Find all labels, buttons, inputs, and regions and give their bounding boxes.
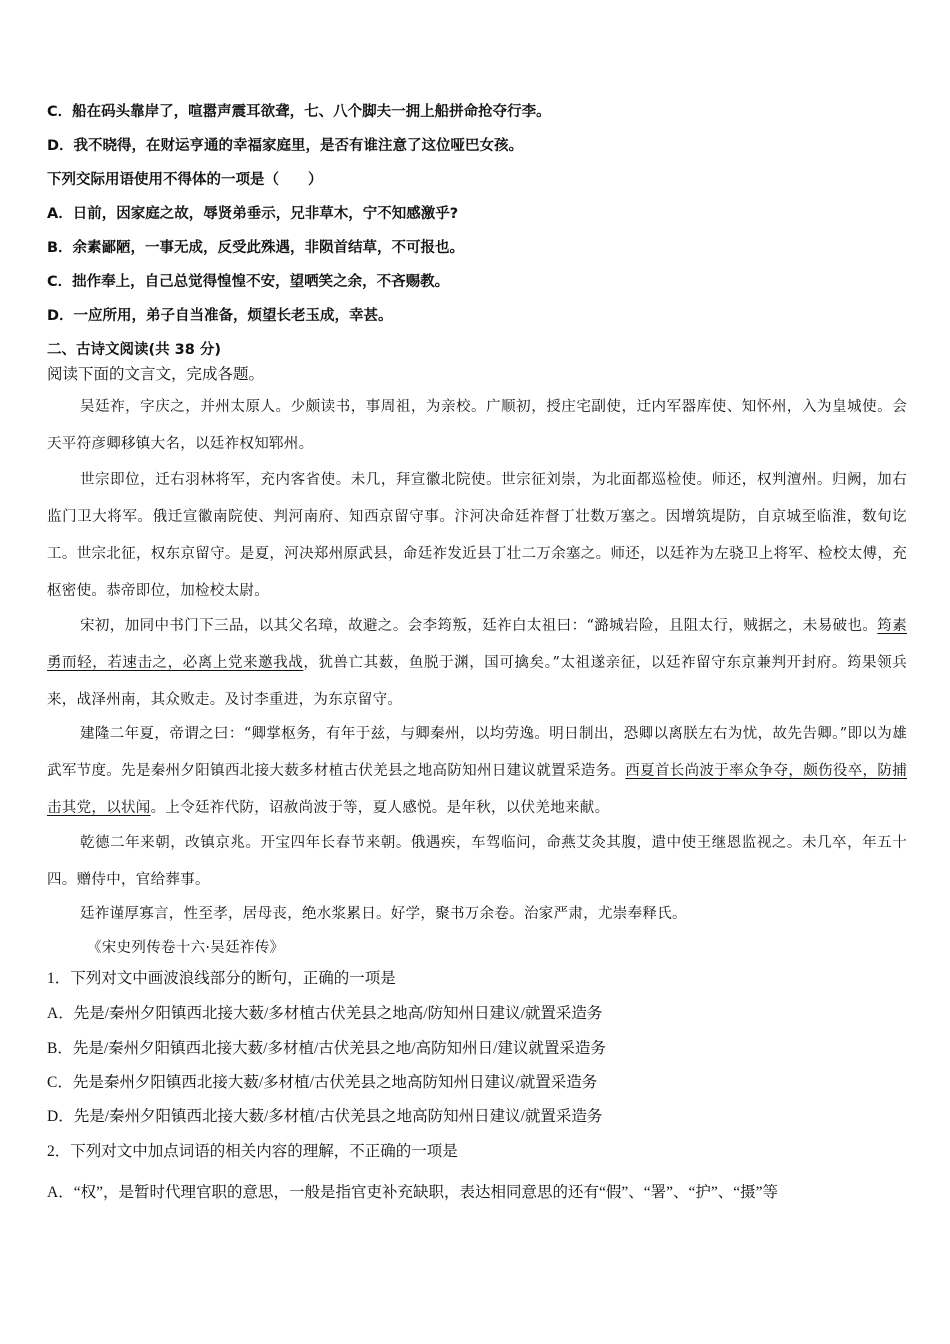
p4-text-b: 。上令廷祚代防，诏赦尚波于等，夏人感悦。是年秋，以伏羌地来献。 (150, 800, 610, 816)
passage-paragraph-4 (47, 716, 907, 827)
question-1-option-c: C．先是秦州夕阳镇西北接大薮/多材植/古伏羌县之地高防知州日建议/就置采造务 (47, 1074, 598, 1091)
option-d-prev: D．我不晓得，在财运亨通的幸福家庭里，是否有谁注意了这位哑巴女孩。 (47, 138, 524, 154)
passage-paragraph-6: 廷祚谨厚寡言，性至孝，居母丧，绝水浆累日。好学，聚书万余卷。治家严肃，尤崇奉释氏。 (80, 906, 687, 922)
passage-source: 《宋史列传卷十六·吴廷祚传》 (87, 940, 285, 956)
section-title: 二、古诗文阅读(共 38 分) (47, 342, 222, 358)
passage-paragraph-2: 世宗即位，迁右羽林将军，充内客省使。未几，拜宣徽北院使。世宗征刘崇，为北面都巡检使。师还，权判澶州。归阙，加右监门卫大将军。俄迁宣徽南院使、判河南府、知西京留守事。汴河决命廷祚督丁壮数万塞之。因增筑堤防，自京城至临淮，数旬讫工。世宗北征，权东京留守。是夏，河决郑州原武县，命廷祚发近县丁壮二万余塞之。师还，以廷祚为左骁卫上将军、检校太傅，充枢密使。恭帝即位，加检校太尉。 (47, 472, 907, 599)
question-1-option-d: D．先是/秦州夕阳镇西北接大薮/多材植/古伏羌县之地高防知州日建议/就置采造务 (47, 1108, 603, 1125)
question-2-stem: 2．下列对文中加点词语的相关内容的理解，不正确的一项是 (47, 1143, 458, 1160)
option-c-etiquette: C．拙作奉上，自己总觉得惶惶不安，望哂笑之余，不吝赐教。 (47, 274, 450, 290)
passage-paragraph-5: 乾德二年来朝，改镇京兆。开宝四年长春节来朝。俄遇疾，车驾临问，命燕艾灸其腹，遣中使王继恩监视之。未几卒，年五十四。赠侍中，官给葬事。 (47, 835, 907, 888)
p3-underlined-sentence: 筠素勇而轻，若速击之，必离上党来邀我战 (47, 618, 907, 671)
question-1-option-b: B．先是/秦州夕阳镇西北接大薮/多材植/古伏羌县之地/高防知州日/建议就置采造务 (47, 1040, 606, 1057)
p4-text-a: 建隆二年夏，帝谓之曰：“卿掌枢务，有年于兹，与卿秦州，以均劳逸。明日制出，恐卿以离朕左右为忧，故先告卿。”即以为雄武军节度。先是秦州夕阳镇西北接大薮多材植古伏羌县之地高防知州日建议就置采造务。 (47, 726, 907, 779)
question-1-option-a: A．先是/秦州夕阳镇西北接大薮/多材植古伏羌县之地高/防知州日建议/就置采造务 (47, 1005, 603, 1022)
option-d-etiquette: D．一应所用，弟子自当准备，烦望长老玉成，幸甚。 (47, 308, 393, 324)
option-a-etiquette: A．日前，因家庭之故，辱贤弟垂示，兄非草木，宁不知感激乎? (47, 206, 459, 222)
p3-text-b: ，犹兽亡其薮，鱼脱于渊，国可擒矣。”太祖遂亲征，以廷祚留守东京兼判开封府。筠果领兵来，战泽州南，其众败走。及讨李重进，为东京留守。 (47, 655, 907, 708)
section-instruction: 阅读下面的文言文，完成各题。 (47, 366, 265, 383)
passage-paragraph-1: 吴廷祚，字庆之，并州太原人。少颇读书，事周祖，为亲校。广顺初，授庄宅副使，迁内军器库使、知怀州，入为皇城使。会天平符彦卿移镇大名，以廷祚权知郓州。 (47, 399, 907, 452)
question-1-stem: 1．下列对文中画波浪线部分的断句，正确的一项是 (47, 970, 396, 987)
p3-text-a: 宋初，加同中书门下三品，以其父名璋，故避之。会李筠叛，廷祚白太祖曰：“潞城岩险，且阻太行，贼据之，未易破也。 (80, 618, 878, 634)
option-b-etiquette: B．余素鄙陋，一事无成，反受此殊遇，非陨首结草，不可报也。 (47, 240, 465, 256)
p4-underlined-sentence: 西夏首长尚波于率众争夺，颇伤役卒，防捕击其党，以状闻 (47, 763, 907, 816)
question-2-option-a: A．“权”，是暂时代理官职的意思，一般是指官吏补充缺职，表达相同意思的还有“假”、“署”、“护”、“摄”等 (47, 1184, 778, 1201)
option-c-prev: C．船在码头靠岸了，喧嚣声震耳欲聋，七、八个脚夫一拥上船拼命抢夺行李。 (47, 104, 551, 120)
passage-paragraph-3 (47, 608, 907, 708)
question-stem-etiquette: 下列交际用语使用不得体的一项是（ ） (47, 172, 323, 188)
